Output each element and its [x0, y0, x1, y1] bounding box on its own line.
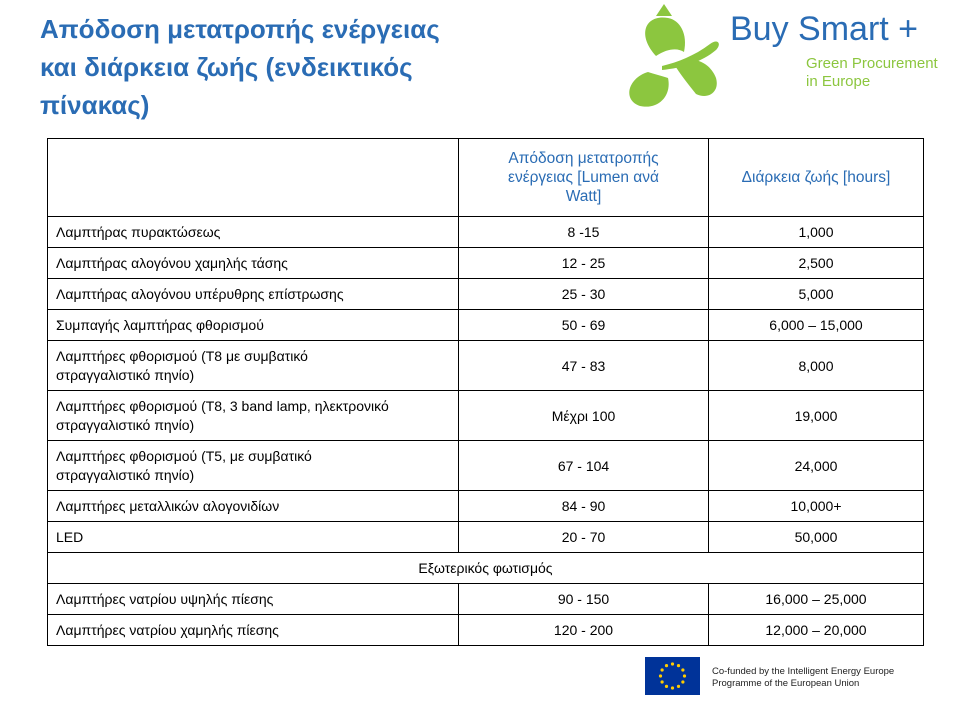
eu-star-icon: [671, 662, 674, 665]
efficiency-cell: Μέχρι 100: [459, 391, 709, 441]
table-row: [48, 217, 924, 248]
table-row: [48, 248, 924, 279]
eu-flag-icon: [645, 657, 700, 695]
lamp-type-line: Λαμπτήρες φθορισμού (T8, 3 band lamp, ηλεκτρονικό: [56, 397, 389, 414]
lamp-type-cell: [48, 248, 459, 279]
cofunded-line-1: Co-funded by the Intelligent Energy Europe: [712, 666, 895, 677]
page-title-line-1: Απόδοση μετατροπής ενέργειας: [40, 14, 440, 44]
table-row: [48, 441, 924, 491]
lamp-type-line: Λαμπτήρες νατρίου υψηλής πίεσης: [56, 590, 274, 607]
svg-text:Green Procurement: Green Procurement: [806, 55, 938, 72]
lamp-type-line: Λαμπτήρες νατρίου χαμηλής πίεσης: [56, 621, 279, 638]
svg-text:in Europe: in Europe: [806, 73, 871, 90]
buy-smart-logo: [618, 4, 954, 112]
efficiency-cell: 90 - 150: [459, 584, 709, 615]
lifetime-cell: 16,000 – 25,000: [709, 584, 924, 615]
lifetime-cell: 2,500: [709, 248, 924, 279]
lamp-type-line: στραγγαλιστικό πηνίο): [56, 466, 195, 483]
cofunded-note: [712, 666, 952, 690]
eu-star-icon: [677, 685, 680, 688]
lamp-type-cell: [48, 522, 459, 553]
table-section-row: [48, 553, 924, 584]
table-row: [48, 279, 924, 310]
eu-star-icon: [681, 680, 684, 683]
lamp-type-cell: [48, 391, 459, 441]
lamp-type-cell: [48, 279, 459, 310]
lifetime-cell: 6,000 – 15,000: [709, 310, 924, 341]
lifetime-cell: 12,000 – 20,000: [709, 615, 924, 646]
efficiency-cell: 20 - 70: [459, 522, 709, 553]
lamp-type-line: Λαμπτήρας πυρακτώσεως: [56, 223, 221, 240]
lifetime-cell: 50,000: [709, 522, 924, 553]
leaf-icon: [629, 4, 719, 107]
page-title: [40, 10, 600, 124]
lifetime-cell: 10,000+: [709, 491, 924, 522]
eu-star-icon: [683, 674, 686, 677]
header-efficiency-line-1: Απόδοση μετατροπής: [508, 150, 659, 167]
efficiency-cell: 12 - 25: [459, 248, 709, 279]
eu-star-icon: [661, 680, 664, 683]
eu-star-icon: [681, 668, 684, 671]
eu-star-icon: [665, 664, 668, 667]
lamp-type-line: Λαμπτήρες φθορισμού (T8 με συμβατικό: [56, 347, 308, 364]
lamp-type-cell: [48, 341, 459, 391]
svg-text:Buy Smart +: Buy Smart +: [730, 10, 919, 48]
header-efficiency-line-2: ενέργειας [Lumen ανά: [508, 169, 659, 186]
table-body: [48, 217, 924, 646]
lamp-type-line: Λαμπτήρας αλογόνου χαμηλής τάσης: [56, 254, 288, 271]
lamp-type-cell: [48, 441, 459, 491]
cofunded-line-2: Programme of the European Union: [712, 678, 860, 689]
eu-star-icon: [661, 668, 664, 671]
lamp-type-line: στραγγαλιστικό πηνίο): [56, 366, 195, 383]
table-row: [48, 522, 924, 553]
table-header-row: [48, 139, 924, 217]
lamp-type-line: στραγγαλιστικό πηνίο): [56, 416, 195, 433]
efficiency-cell: 84 - 90: [459, 491, 709, 522]
header-lamp-type: [48, 139, 459, 217]
eu-star-icon: [665, 685, 668, 688]
lamp-type-line: Λαμπτήρας αλογόνου υπέρυθρης επίστρωσης: [56, 285, 344, 302]
efficiency-cell: 120 - 200: [459, 615, 709, 646]
header-efficiency: [459, 139, 709, 217]
eu-star-icon: [671, 686, 674, 689]
efficiency-lifetime-table: [47, 138, 924, 646]
lamp-type-line: Λαμπτήρες φθορισμού (T5, με συμβατικό: [56, 447, 312, 464]
efficiency-cell: 67 - 104: [459, 441, 709, 491]
header-efficiency-line-3: Watt]: [565, 188, 602, 205]
efficiency-cell: 25 - 30: [459, 279, 709, 310]
lifetime-cell: 8,000: [709, 341, 924, 391]
lamp-type-cell: [48, 310, 459, 341]
table-row: [48, 391, 924, 441]
lamp-type-cell: [48, 584, 459, 615]
table-row: [48, 491, 924, 522]
efficiency-cell: 8 -15: [459, 217, 709, 248]
efficiency-cell: 47 - 83: [459, 341, 709, 391]
efficiency-cell: 50 - 69: [459, 310, 709, 341]
table-row: [48, 341, 924, 391]
table-row: [48, 310, 924, 341]
lamp-type-line: LED: [56, 528, 84, 545]
lifetime-cell: 5,000: [709, 279, 924, 310]
lamp-type-cell: [48, 217, 459, 248]
lamp-type-cell: [48, 491, 459, 522]
page-title-line-3: πίνακας): [40, 90, 150, 120]
lamp-type-line: Λαμπτήρες μεταλλικών αλογονιδίων: [56, 497, 280, 514]
table-row: [48, 584, 924, 615]
lifetime-cell: 19,000: [709, 391, 924, 441]
eu-star-icon: [677, 664, 680, 667]
page-title-line-2: και διάρκεια ζωής (ενδεικτικός: [40, 52, 413, 82]
lifetime-cell: 1,000: [709, 217, 924, 248]
section-label: Εξωτερικός φωτισμός: [48, 553, 924, 584]
eu-star-icon: [659, 674, 662, 677]
lifetime-cell: 24,000: [709, 441, 924, 491]
table-row: [48, 615, 924, 646]
lamp-type-line: Συμπαγής λαμπτήρας φθορισμού: [56, 316, 264, 333]
header-lifetime: Διάρκεια ζωής [hours]: [709, 139, 924, 217]
lamp-type-cell: [48, 615, 459, 646]
